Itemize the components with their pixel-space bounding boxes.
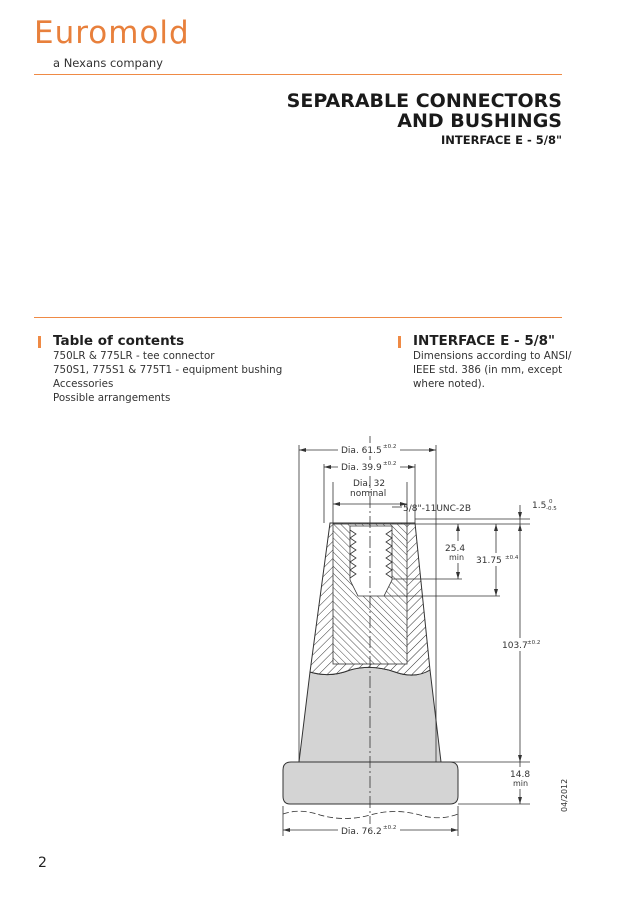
interface-line: IEEE std. 386 (in mm, except	[413, 364, 563, 376]
interface-line: Dimensions according to ANSI/	[413, 350, 572, 362]
dim-dia-outer-tol: ±0.2	[383, 444, 397, 450]
dim-depth-min: 25.4	[445, 544, 466, 554]
threaded-bore	[350, 526, 392, 596]
publication-date: 04/2012	[560, 778, 569, 812]
dim-dia-outer: Dia. 61.5	[341, 446, 382, 456]
dim-depth-3175: 31.75	[476, 556, 502, 566]
toc-item[interactable]: 750LR & 775LR - tee connector	[53, 350, 215, 362]
dim-dia-inner: Dia. 39.9	[341, 463, 382, 473]
interface-heading: INTERFACE E - 5/8"	[413, 333, 556, 349]
dim-height-total-tol: ±0.2	[527, 640, 541, 646]
dim-dia-base-tol: ±0.2	[383, 825, 397, 831]
dim-dia-base: Dia. 76.2	[341, 827, 382, 837]
dim-recess: 1.5	[532, 501, 547, 511]
interface-line: where noted).	[413, 378, 485, 390]
toc-item[interactable]: 750S1, 775S1 & 775T1 - equipment bushing	[53, 364, 283, 376]
dim-recess-tol-top: 0	[549, 499, 553, 505]
dim-height-total: 103.7	[502, 641, 528, 651]
page-title-line1: SEPARABLE CONNECTORS	[286, 90, 562, 112]
page-title-line2: AND BUSHINGS	[397, 110, 562, 132]
break-line	[283, 811, 458, 818]
toc-item[interactable]: Accessories	[53, 378, 114, 390]
dim-dia-32-note: nominal	[350, 489, 387, 499]
dim-depth-3175-tol: ±0.4	[505, 555, 519, 561]
brand-tagline: a Nexans company	[53, 56, 163, 70]
thread-spec: 5/8"-11UNC-2B	[403, 504, 472, 514]
dim-dia-inner-tol: ±0.2	[383, 461, 397, 467]
bushing-base	[283, 762, 458, 804]
dim-dia-32: Dia. 32	[353, 479, 386, 489]
dim-base-min-note: min	[513, 779, 529, 788]
toc-heading: Table of contents	[53, 333, 185, 349]
page-subtitle: INTERFACE E - 5/8"	[440, 133, 562, 147]
dim-base-min: 14.8	[510, 770, 531, 780]
toc-item[interactable]: Possible arrangements	[53, 392, 171, 404]
dim-depth-min-note: min	[449, 553, 465, 562]
brand-logo: Euromold	[34, 15, 190, 51]
dim-recess-tol-bottom: -0.5	[546, 506, 557, 512]
page-number: 2	[38, 855, 47, 871]
